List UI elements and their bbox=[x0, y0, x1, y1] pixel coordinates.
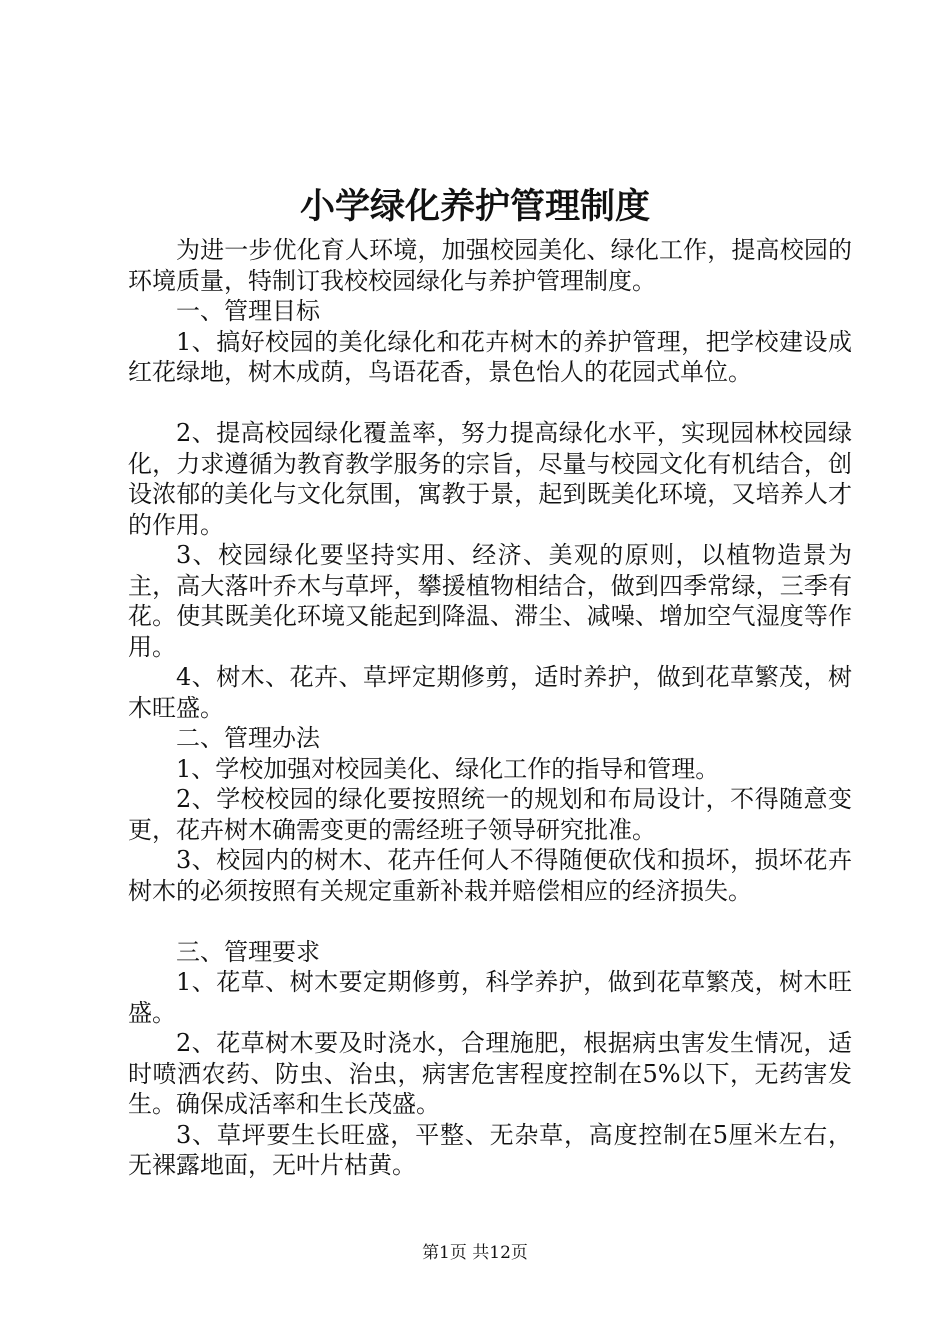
section-heading-management-requirements: 三、管理要求 bbox=[176, 937, 320, 966]
paragraph-requirement-3: 3、草坪要生长旺盛，平整、无杂草，高度控制在5厘米左右，无裸露地面，无叶片枯黄。 bbox=[128, 1120, 852, 1179]
paragraph-goal-2: 2、提高校园绿化覆盖率，努力提高绿化水平，实现园林校园绿化，力求遵循为教育教学服务的宗旨，尽量与校园文化有机结合，创设浓郁的美化与文化氛围，寓教于景，起到既美化环境，又培养人才的作用。 bbox=[128, 419, 852, 539]
paragraph-goal-4: 4、树木、花卉、草坪定期修剪，适时养护，做到花草繁茂，树木旺盛。 bbox=[128, 663, 852, 722]
section-heading-management-goals: 一、管理目标 bbox=[176, 297, 320, 325]
page-number-footer: 第1页 共12页 bbox=[422, 1243, 528, 1263]
document-title: 小学绿化养护管理制度 bbox=[299, 187, 650, 227]
intro-paragraph: 为进一步优化育人环境，加强校园美化、绿化工作，提高校园的环境质量，特制订我校校园绿化与养护管理制度。 bbox=[128, 236, 852, 295]
document-body bbox=[128, 235, 852, 1181]
paragraph-method-3: 3、校园内的树木、花卉任何人不得随便砍伐和损坏，损坏花卉树木的必须按照有关规定重新补栽并赔偿相应的经济损失。 bbox=[128, 846, 852, 905]
paragraph-method-1: 1、学校加强对校园美化、绿化工作的指导和管理。 bbox=[176, 754, 720, 783]
paragraph-goal-1: 1、搞好校园的美化绿化和花卉树木的养护管理，把学校建设成红花绿地，树木成荫，鸟语花香，景色怡人的花园式单位。 bbox=[128, 327, 852, 386]
paragraph-method-2: 2、学校校园的绿化要按照统一的规划和布局设计，不得随意变更，花卉树木确需变更的需经班子领导研究批准。 bbox=[128, 785, 852, 844]
paragraph-requirement-1: 1、花草、树木要定期修剪，科学养护，做到花草繁茂，树木旺盛。 bbox=[128, 968, 852, 1027]
paragraph-goal-3: 3、校园绿化要坚持实用、经济、美观的原则，以植物造景为主，高大落叶乔木与草坪，攀援植物相结合，做到四季常绿，三季有花。使其既美化环境又能起到降温、滞尘、减噪、增加空气湿度等作用。 bbox=[128, 541, 852, 661]
section-heading-management-methods: 二、管理办法 bbox=[176, 724, 320, 752]
paragraph-requirement-2: 2、花草树木要及时浇水，合理施肥，根据病虫害发生情况，适时喷洒农药、防虫、治虫，病害危害程度控制在5%以下，无药害发生。确保成活率和生长茂盛。 bbox=[128, 1029, 852, 1118]
